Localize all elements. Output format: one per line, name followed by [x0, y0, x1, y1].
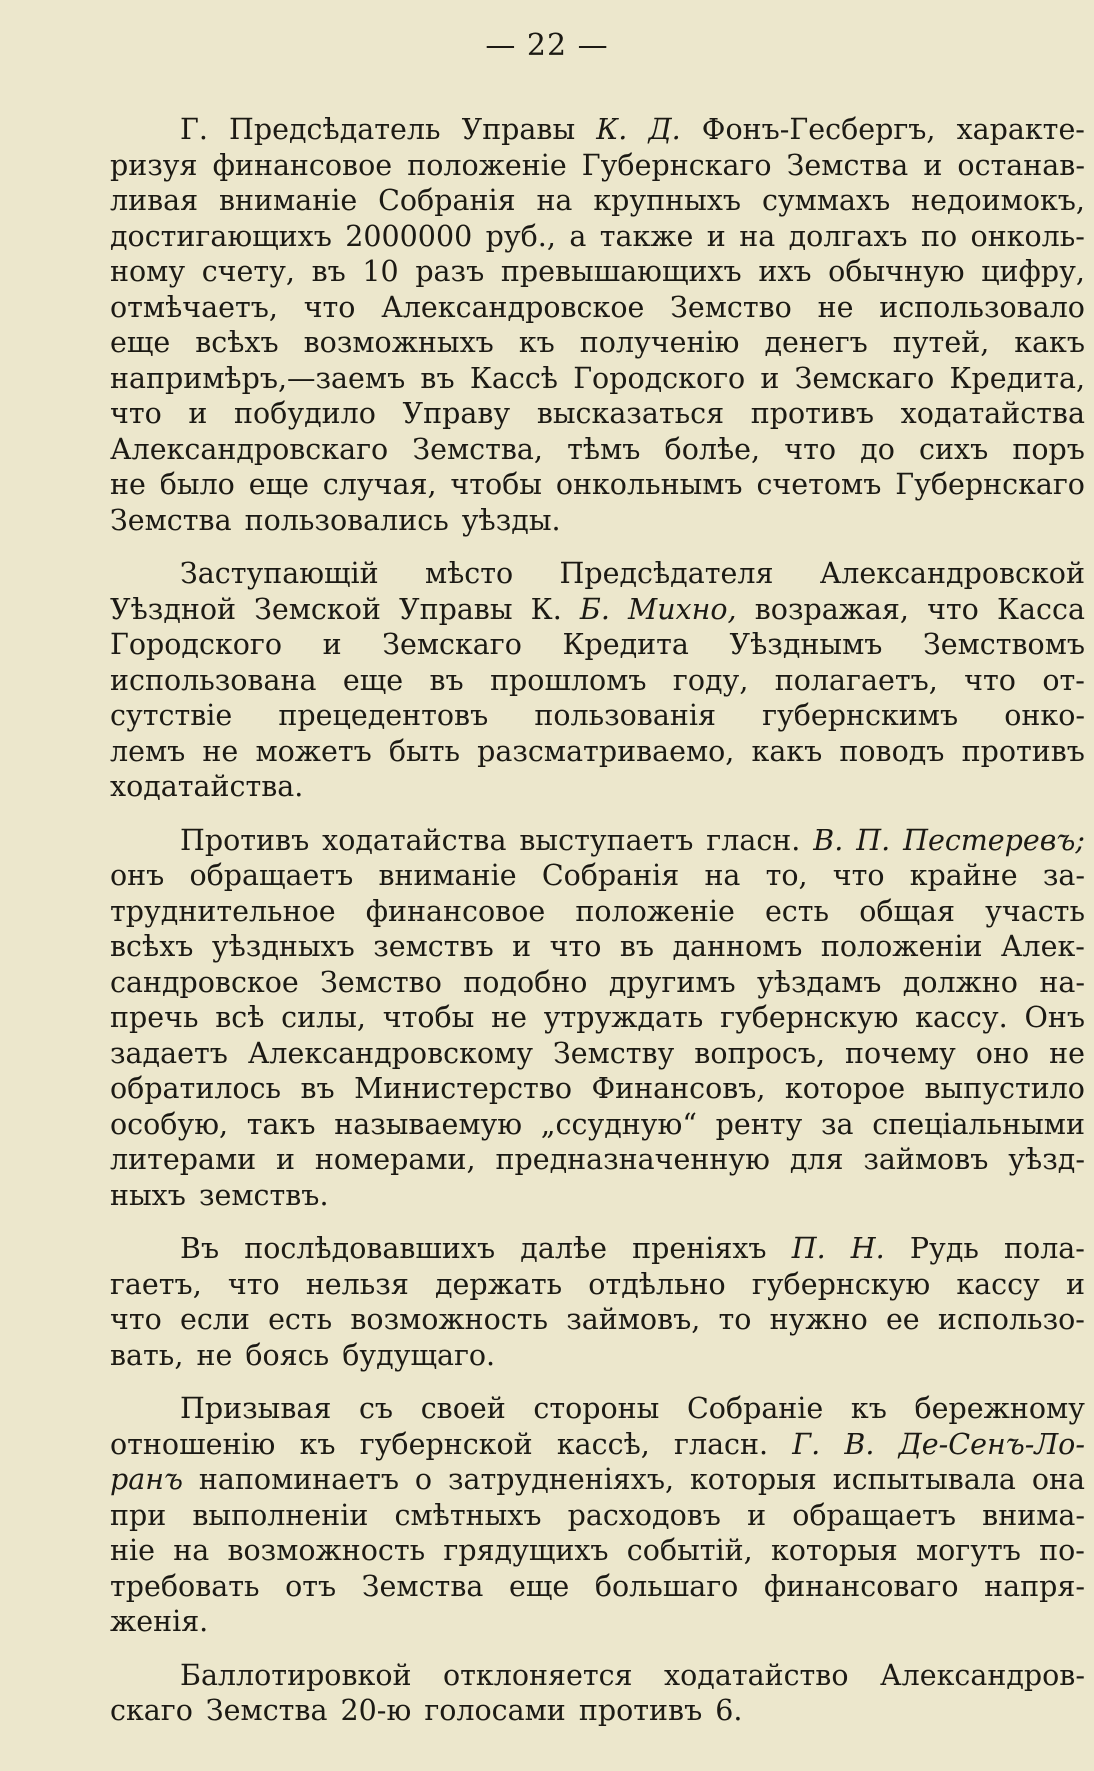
text-line: Александровскаго Земства, тѣмъ болѣе, что до сихъ поръ: [110, 432, 1085, 466]
text-line: Заступающій мѣсто Предсѣдателя Александровской: [180, 557, 1085, 590]
text-line: Г. Предсѣдатель Управы К. Д. Фонъ-Гесбергъ, характе-: [180, 113, 1085, 146]
text-line: Баллотировкой отклоняется ходатайство Александров-: [180, 1658, 1085, 1692]
text-line: ніе на возможность грядущихъ событій, которыя могутъ по-: [110, 1534, 1085, 1567]
text-line: гаетъ, что нельзя держать отдѣльно губернскую кассу и: [110, 1267, 1085, 1301]
text-line: литерами и номерами, предназначенную для займовъ уѣзд-: [110, 1143, 1085, 1176]
page-number: — 22 —: [485, 28, 609, 63]
text-line: ризуя финансовое положеніе Губернскаго Земства и останав-: [110, 148, 1085, 182]
text-line: сутствіе прецедентовъ пользованія губернскимъ онко-: [110, 699, 1085, 732]
text-line: скаго Земства 20-ю голосами противъ 6.: [110, 1694, 743, 1727]
text-line: ныхъ земствъ.: [110, 1178, 329, 1212]
text-line: лемъ не можетъ быть разсматриваемо, какъ поводъ противъ: [110, 734, 1085, 768]
text-line: ходатайства.: [110, 770, 304, 803]
paragraph-gap: [110, 805, 1085, 823]
text-line: задаетъ Александровскому Земству вопросъ, почему оно не: [110, 1036, 1085, 1070]
text-line: требовать отъ Земства еще большаго финансоваго напря-: [110, 1569, 1085, 1603]
text-line: ливая вниманіе Собранія на крупныхъ суммахъ недоимокъ,: [110, 184, 1085, 217]
text-line: Уѣздной Земской Управы К. Б. Михно, возражая, что Касса: [110, 592, 1085, 626]
text-line: женія.: [110, 1605, 209, 1638]
text-line: обратилось въ Министерство Финансовъ, которое выпустило: [110, 1072, 1085, 1105]
text-line: особую, такъ называемую „ссудную“ ренту за спеціальными: [110, 1107, 1085, 1141]
text-line: вать, не боясь будущаго.: [110, 1338, 496, 1372]
text-line: отмѣчаетъ, что Александровское Земство не использовало: [110, 290, 1085, 324]
text-line: при выполненіи смѣтныхъ расходовъ и обращаетъ внима-: [110, 1498, 1085, 1532]
text-line: не было еще случая, чтобы онкольнымъ счетомъ Губернскаго: [110, 468, 1085, 501]
paragraph-gap: [110, 1213, 1085, 1231]
text-line: что и побудило Управу высказаться противъ ходатайства: [110, 397, 1085, 430]
paragraph-gap: [110, 1373, 1085, 1391]
text-line: еще всѣхъ возможныхъ къ полученію денегъ путей, какъ: [110, 326, 1085, 359]
text-line: Призывая съ своей стороны Собраніе къ бережному: [180, 1392, 1085, 1425]
text-line: сандровское Земство подобно другимъ уѣздамъ должно на-: [110, 965, 1085, 999]
text-line: онъ обращаетъ вниманіе Собранія на то, что крайне за-: [110, 859, 1085, 892]
text-line: ранъ напоминаетъ о затрудненіяхъ, которыя испытывала она: [110, 1463, 1085, 1496]
text-line: всѣхъ уѣздныхъ земствъ и что въ данномъ положеніи Алек-: [110, 930, 1085, 963]
text-line: что если есть возможность займовъ, то нужно ее использо-: [110, 1303, 1085, 1336]
document-body: [110, 112, 1085, 1729]
text-line: Противъ ходатайства выступаетъ гласн. В. П. Пестеревъ;: [180, 823, 1085, 857]
text-line: пречь всѣ силы, чтобы не утруждать губернскую кассу. Онъ: [110, 1001, 1085, 1034]
text-line: Городского и Земскаго Кредита Уѣзднымъ Земствомъ: [110, 628, 1085, 661]
text-line: использована еще въ прошломъ году, полагаетъ, что от-: [110, 663, 1085, 697]
text-line: Земства пользовались уѣзды.: [110, 503, 561, 537]
text-line: труднительное финансовое положеніе есть общая участь: [110, 894, 1085, 928]
text-line: Въ послѣдовавшихъ далѣе преніяхъ П. Н. Рудь пола-: [180, 1232, 1085, 1265]
text-line: напримѣръ,—заемъ въ Кассѣ Городского и Земскаго Кредита,: [110, 361, 1085, 395]
text-line: ному счету, въ 10 разъ превышающихъ ихъ обычную цифру,: [110, 255, 1085, 288]
paragraph-gap: [110, 538, 1085, 556]
text-line: достигающихъ 2000000 руб., а также и на долгахъ по онколь-: [110, 219, 1085, 253]
text-line: отношенію къ губернской кассѣ, гласн. Г. В. Де-Сенъ-Ло-: [110, 1427, 1085, 1461]
paragraph-gap: [110, 1640, 1085, 1658]
